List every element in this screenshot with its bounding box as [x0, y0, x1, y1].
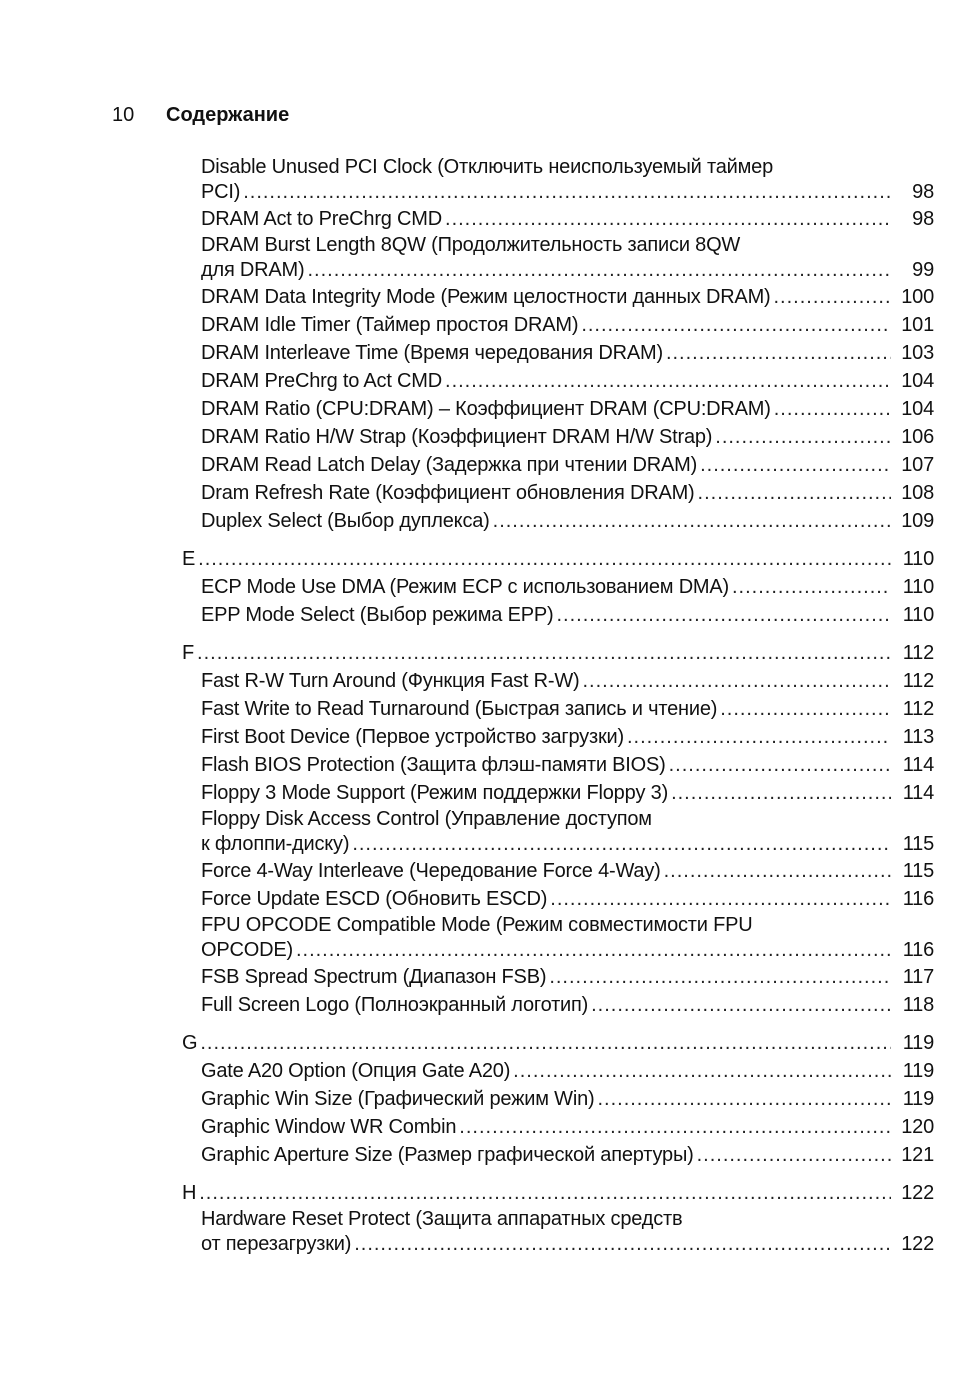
toc-page-number: 112: [902, 642, 934, 664]
toc-entry-title: ECP Mode Use DMA (Режим ECP с использованием DMA): [201, 576, 729, 598]
toc-page-number: 116: [902, 888, 934, 910]
toc-entry-title: для DRAM): [201, 259, 305, 281]
toc-entry: [182, 283, 934, 311]
dot-leader: [198, 545, 891, 573]
toc-entry-line: Hardware Reset Protect (Защита аппаратных средств: [201, 1208, 683, 1230]
toc-entry-title: Graphic Aperture Size (Размер графической апертуры): [201, 1144, 694, 1166]
toc-entry-line: FPU OPCODE Compatible Mode (Режим совместимости FPU: [201, 914, 753, 936]
toc-entry-title: Duplex Select (Выбор дуплекса): [201, 510, 490, 532]
toc-entry-title: Gate A20 Option (Опция Gate A20): [201, 1060, 511, 1082]
toc-entry-title: Graphic Window WR Combin: [201, 1116, 457, 1138]
toc-entry-title: PCI): [201, 181, 241, 203]
dot-leader: [732, 573, 891, 601]
dot-leader: [352, 832, 891, 857]
toc-page-number: 115: [902, 833, 934, 855]
table-of-contents: [182, 155, 934, 1257]
section-letter: F: [182, 642, 195, 664]
toc-page-number: 98: [912, 208, 934, 230]
toc-entry-title: Flash BIOS Protection (Защита флэш-памяти BIOS): [201, 754, 666, 776]
toc-entry-title: EPP Mode Select (Выбор режима EPP): [201, 604, 554, 626]
toc-entry: [182, 991, 934, 1019]
toc-page-number: 119: [902, 1060, 934, 1082]
dot-leader: [199, 1179, 891, 1207]
toc-entry: [182, 601, 934, 629]
toc-page-number: 118: [902, 994, 934, 1016]
dot-leader: [243, 180, 891, 205]
toc-entry: [182, 695, 934, 723]
toc-page-number: 98: [912, 181, 934, 203]
section-letter: H: [182, 1182, 197, 1204]
toc-entry: [182, 779, 934, 807]
dot-leader: [669, 751, 891, 779]
toc-entry: [182, 963, 934, 991]
toc-entry: [182, 311, 934, 339]
toc-entry: [182, 423, 934, 451]
toc-entry-title: Graphic Win Size (Графический режим Win): [201, 1088, 595, 1110]
dot-leader: [581, 311, 891, 339]
toc-page-number: 101: [901, 314, 934, 336]
dot-leader: [597, 1085, 891, 1113]
toc-entry: [182, 395, 934, 423]
toc-page-number: 122: [901, 1233, 934, 1255]
dot-leader: [697, 1141, 891, 1169]
toc-page-number: 121: [901, 1144, 934, 1166]
toc-entry: [182, 807, 934, 857]
toc-section: [182, 545, 934, 573]
toc-entry-title: DRAM Ratio (CPU:DRAM) – Коэффициент DRAM (CPU:DRAM): [201, 398, 771, 420]
dot-leader: [459, 1113, 891, 1141]
toc-entry-title: FSB Spread Spectrum (Диапазон FSB): [201, 966, 547, 988]
page-header: [112, 102, 289, 128]
page-title: Содержание: [166, 104, 290, 126]
dot-leader: [666, 339, 891, 367]
dot-leader: [671, 779, 891, 807]
toc-entry: [182, 1085, 934, 1113]
toc-entry-title: Fast Write to Read Turnaround (Быстрая запись и чтение): [201, 698, 718, 720]
toc-entry-line: Disable Unused PCI Clock (Отключить неиспользуемый таймер: [201, 156, 773, 178]
toc-page-number: 110: [902, 576, 934, 598]
toc-page-number: 104: [901, 370, 934, 392]
toc-section: [182, 639, 934, 667]
toc-entry-title: Force Update ESCD (Обновить ESCD): [201, 888, 548, 910]
toc-entry: [182, 1207, 934, 1257]
toc-page-number: 99: [912, 259, 934, 281]
toc-page-number: 106: [901, 426, 934, 448]
toc-entry-title: к флоппи-диску): [201, 833, 350, 855]
toc-entry: [182, 507, 934, 535]
toc-entry: [182, 573, 934, 601]
toc-entry: [182, 751, 934, 779]
toc-page-number: 114: [902, 782, 934, 804]
toc-entry: [182, 857, 934, 885]
toc-entry-title: Floppy 3 Mode Support (Режим поддержки Floppy 3): [201, 782, 669, 804]
toc-page-number: 122: [901, 1182, 934, 1204]
toc-entry-title: Full Screen Logo (Полноэкранный логотип): [201, 994, 589, 1016]
toc-section: [182, 1029, 934, 1057]
toc-entry-title: DRAM Interleave Time (Время чередования DRAM): [201, 342, 663, 364]
toc-page-number: 115: [902, 860, 934, 882]
toc-entry: [182, 367, 934, 395]
toc-entry-title: DRAM Act to PreChrg CMD: [201, 208, 443, 230]
toc-entry-title: от перезагрузки): [201, 1233, 352, 1255]
toc-page-number: 103: [901, 342, 934, 364]
toc-entry: [182, 205, 934, 233]
section-letter: E: [182, 548, 196, 570]
dot-leader: [582, 667, 891, 695]
toc-page-number: 119: [902, 1088, 934, 1110]
toc-page-number: 107: [901, 454, 934, 476]
toc-entry-title: OPCODE): [201, 939, 293, 961]
toc-page-number: 112: [902, 698, 934, 720]
dot-leader: [550, 885, 891, 913]
dot-leader: [664, 857, 891, 885]
toc-page-number: 110: [902, 604, 934, 626]
toc-entry-title: First Boot Device (Первое устройство загрузки): [201, 726, 624, 748]
dot-leader: [307, 258, 891, 283]
toc-page-number: 108: [901, 482, 934, 504]
toc-page-number: 116: [902, 939, 934, 961]
dot-leader: [698, 479, 891, 507]
toc-entry: [182, 451, 934, 479]
dot-leader: [354, 1232, 891, 1257]
toc-entry: [182, 1141, 934, 1169]
dot-leader: [445, 367, 891, 395]
toc-entry-title: DRAM Read Latch Delay (Задержка при чтении DRAM): [201, 454, 698, 476]
dot-leader: [774, 283, 892, 311]
dot-leader: [627, 723, 891, 751]
toc-entry-title: DRAM Ratio H/W Strap (Коэффициент DRAM H/W Strap): [201, 426, 713, 448]
toc-page-number: 104: [901, 398, 934, 420]
toc-entry: [182, 339, 934, 367]
dot-leader: [720, 695, 891, 723]
toc-page-number: 117: [902, 966, 934, 988]
toc-entry-title: DRAM Idle Timer (Таймер простоя DRAM): [201, 314, 579, 336]
toc-entry: [182, 723, 934, 751]
dot-leader: [591, 991, 891, 1019]
dot-leader: [556, 601, 891, 629]
toc-page-number: 110: [902, 548, 934, 570]
toc-section: [182, 1179, 934, 1207]
toc-page-number: 109: [901, 510, 934, 532]
dot-leader: [513, 1057, 891, 1085]
toc-entry-title: Force 4-Way Interleave (Чередование Force 4-Way): [201, 860, 661, 882]
dot-leader: [197, 639, 891, 667]
dot-leader: [493, 507, 891, 535]
toc-entry-title: Dram Refresh Rate (Коэффициент обновления DRAM): [201, 482, 695, 504]
toc-entry: [182, 479, 934, 507]
dot-leader: [296, 938, 891, 963]
toc-entry-title: Fast R-W Turn Around (Функция Fast R-W): [201, 670, 580, 692]
toc-entry-line: DRAM Burst Length 8QW (Продолжительность записи 8QW: [201, 234, 741, 256]
toc-entry: [182, 1057, 934, 1085]
toc-page-number: 100: [901, 286, 934, 308]
dot-leader: [549, 963, 891, 991]
dot-leader: [445, 205, 891, 233]
section-letter: G: [182, 1032, 198, 1054]
toc-entry-title: DRAM PreChrg to Act CMD: [201, 370, 443, 392]
toc-page-number: 120: [901, 1116, 934, 1138]
toc-entry-line: Floppy Disk Access Control (Управление доступом: [201, 808, 652, 830]
toc-entry: [182, 1113, 934, 1141]
dot-leader: [700, 451, 891, 479]
toc-entry-title: DRAM Data Integrity Mode (Режим целостности данных DRAM): [201, 286, 771, 308]
toc-entry: [182, 233, 934, 283]
toc-page-number: 112: [902, 670, 934, 692]
toc-entry: [182, 155, 934, 205]
toc-page-number: 114: [902, 754, 934, 776]
toc-entry: [182, 913, 934, 963]
toc-entry: [182, 667, 934, 695]
toc-entry: [182, 885, 934, 913]
toc-page-number: 113: [902, 726, 934, 748]
page-number: 10: [112, 104, 135, 126]
dot-leader: [774, 395, 891, 423]
dot-leader: [715, 423, 891, 451]
toc-page-number: 119: [902, 1032, 934, 1054]
dot-leader: [200, 1029, 891, 1057]
